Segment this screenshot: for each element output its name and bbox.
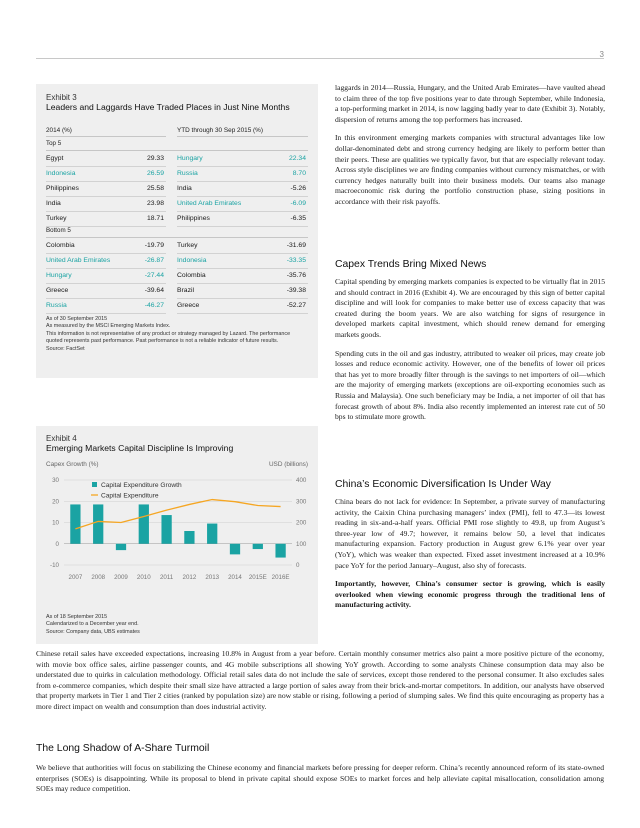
- country-name: Brazil: [177, 287, 194, 294]
- return-value: 26.59: [146, 170, 164, 177]
- table-row: [46, 151, 166, 167]
- country-name: Russia: [46, 302, 67, 309]
- country-name: Hungary: [177, 155, 203, 162]
- calendar-note: Calendarized to a December year end.: [46, 621, 139, 628]
- table-row: [46, 238, 166, 254]
- left-column-header: 2014 (%): [46, 127, 72, 134]
- capex-growth-bar: [253, 544, 263, 549]
- bottom-5-label: Bottom 5: [46, 227, 71, 234]
- table-row: [177, 253, 308, 269]
- return-value: 18.71: [146, 215, 164, 222]
- table-row: [177, 196, 308, 212]
- capex-growth-bar: [184, 531, 194, 544]
- x-tick-label: 2007: [68, 574, 83, 581]
- paragraph: Spending cuts in the oil and gas industry, attributed to weaker oil prices, may create job losses and reduce economic activity. However, one of the benefits of lower oil prices that has yet to more broadly filter through is the savings to net importers of oil—which are the majority of emerging markets (exceptions are oil-exporting economies such as Russia and Malaysia). One such beneficiary may be India, a net importer of oil that has forecast growth of about 8%. India also recently implemented an interest rate cut of 50 bps to stimulate more growth.: [335, 348, 605, 422]
- disclaimer-note: This information is not representative of any product or strategy managed by Lazard. The performance quoted represents past performance. Past performance is not a reliable indicator of future results.: [46, 330, 291, 345]
- paragraph: Chinese retail sales have exceeded expectations, increasing 10.8% in August from a year before. Certain monthly consumer metrics also paint a more positive picture of the economy, with movie box office sales, airline passenger counts, and 4G mobile subscriptions all showing YoY growth. According to some analysts Chinese consumption data may also be understated due to quirks in calculation methodology. Official retail sales data do not include the sale of services, except those rendered to the personal consumer. It also excludes sales from e-commerce companies, which despite their small size have attracted a large portion of sales away from their brick-and-mortar competitors. In addition, our analysts have observed that property markets in Tier 1 and Tier 2 cities (ranked by population size) are now stable or rising, following a period of slumping sales. We find this quite encouraging as property has a more direct impact on wealth and consumption than does industrial activity.: [36, 649, 604, 711]
- capex-growth-bar: [93, 504, 103, 543]
- country-name: Turkey: [177, 242, 198, 249]
- table-row: [177, 268, 308, 284]
- as-of-note: As of 18 September 2015: [46, 614, 108, 620]
- x-tick-label: 2015E: [248, 574, 267, 581]
- source-note: Source: Company data, UBS estimates: [46, 628, 140, 635]
- table-row: [46, 253, 166, 269]
- table-row: [177, 238, 308, 254]
- return-value: -46.27: [144, 302, 164, 309]
- x-tick-label: 2009: [114, 574, 128, 581]
- return-value: 22.34: [288, 155, 306, 162]
- left-tick-label: 0: [55, 540, 59, 548]
- return-value: 23.98: [146, 200, 164, 207]
- page-number: 3: [599, 50, 604, 59]
- return-value: -35.76: [286, 272, 306, 279]
- capex-growth-bar: [230, 544, 240, 555]
- return-value: -39.38: [286, 287, 306, 294]
- return-value: -39.64: [144, 287, 164, 294]
- x-tick-label: 2008: [91, 574, 106, 581]
- legend-label: Capital Expenditure: [101, 492, 159, 500]
- right-column-top: [335, 83, 605, 208]
- header-rule-right: [177, 136, 308, 137]
- full-width-paragraph-2: [36, 763, 604, 795]
- table-row: [177, 283, 308, 299]
- return-value: -6.35: [290, 215, 306, 222]
- exhibit-3-label: Exhibit 3: [46, 93, 77, 102]
- right-column-china: [335, 497, 605, 611]
- country-name: Hungary: [46, 272, 72, 279]
- bold-paragraph: Importantly, however, China’s consumer sector is growing, which is easily overlooked when viewing economic progress through the traditional lens of manufacturing activity.: [335, 579, 605, 610]
- country-name: India: [46, 200, 61, 207]
- legend-label: Capital Expenditure Growth: [101, 482, 182, 489]
- x-tick-label: 2013: [205, 574, 220, 581]
- paragraph: China bears do not lack for evidence: In September, a private survey of manufacturing activity, the Caixin China purchasing managers’ index (PMI), fell to 47.3—its lowest reading in six-and-a-half years. Official PMI rose slightly to 49.8, up from August’s three-year low of 49.7; however, it remains below 50, a level that indicates manufacturing expansion. Factory production in August grew 6.1% year over year (YoY), which was weaker than expected. Fixed asset investment increased at a 10.9% pace YoY for the period January–August, also shy of forecasts.: [335, 497, 605, 570]
- table-row: [46, 283, 166, 299]
- country-name: Philippines: [177, 215, 210, 222]
- table-row: [177, 166, 308, 182]
- return-value: 29.33: [146, 155, 164, 162]
- left-tick-label: 10: [52, 519, 59, 527]
- paragraph: In this environment emerging markets companies with structural advantages like low dollar-denominated debt and strong currency hedging are likely to perform better than their peers. These are qualities we typically favor, but that are especially relevant today. Across style disciplines we are finding companies without currency mismatches, or with currency hedges naturally built into their business models. Our teams also manage macroeconomic risk during the portfolio construction phase, sizing positions in accordance with their risk payoffs.: [335, 133, 605, 206]
- country-name: Indonesia: [46, 170, 76, 177]
- return-value: -5.26: [290, 185, 306, 192]
- full-width-paragraph: [36, 649, 604, 713]
- x-tick-label: 2012: [182, 574, 197, 581]
- right-tick-label: 200: [296, 519, 307, 527]
- right-tick-label: 300: [296, 498, 307, 506]
- capex-growth-bar: [207, 524, 217, 544]
- country-name: Colombia: [46, 242, 75, 249]
- country-name: Greece: [177, 302, 200, 309]
- right-tick-label: 100: [296, 540, 307, 548]
- country-name: Turkey: [46, 215, 67, 222]
- paragraph: We believe that authorities will focus on stabilizing the Chinese economy and financial markets before pressing for deeper reform. China’s recently announced reform of its state-owned enterprises (SOEs) is disappointing. While its proposal to blend in private capital should expose SOEs to market forces and help alleviate capital misallocation, consolidation among SOEs may reduce competition.: [36, 763, 604, 794]
- return-value: -6.09: [290, 200, 306, 207]
- country-name: India: [177, 185, 192, 192]
- measure-note: As measured by the MSCI Emerging Markets Index.: [46, 323, 171, 330]
- country-name: Greece: [46, 287, 69, 294]
- table-row: [177, 151, 308, 167]
- right-tick-label: 400: [296, 477, 307, 484]
- left-tick-label: 20: [52, 498, 59, 506]
- capex-growth-bar: [275, 544, 285, 558]
- country-name: Colombia: [177, 272, 206, 279]
- capex-line: [75, 500, 280, 529]
- country-name: Philippines: [46, 185, 79, 192]
- capex-growth-bar: [139, 504, 149, 543]
- x-tick-label: 2011: [159, 574, 174, 581]
- exhibit-3-title: Leaders and Laggards Have Traded Places in Just Nine Months: [46, 102, 290, 112]
- legend-swatch-bar: [92, 482, 97, 487]
- table-row: [177, 181, 308, 197]
- table-row: [46, 181, 166, 197]
- table-row: [46, 268, 166, 284]
- paragraph: laggards in 2014—Russia, Hungary, and the United Arab Emirates—have vaulted ahead to claim three of the top five positions year to date through September, while Indonesia, a top-performing market in 2014, is now lagging badly year to date (Exhibit 3). Notably, dispersion of returns among the top performers has increased.: [335, 83, 605, 124]
- capex-growth-bar: [70, 504, 80, 543]
- return-value: -27.44: [144, 272, 164, 279]
- table-row: [46, 298, 166, 314]
- table-row: [46, 211, 166, 227]
- country-name: Indonesia: [177, 257, 207, 264]
- exhibit-4-label: Exhibit 4: [46, 434, 77, 443]
- table-row: [177, 298, 308, 314]
- left-axis-label: Capex Growth (%): [46, 461, 99, 468]
- country-name: Egypt: [46, 155, 64, 162]
- country-name: United Arab Emirates: [46, 257, 111, 264]
- return-value: -33.35: [286, 257, 306, 264]
- table-row: [46, 196, 166, 212]
- return-value: -26.87: [144, 257, 164, 264]
- capex-growth-bar: [161, 515, 171, 544]
- return-value: 8.70: [292, 170, 306, 177]
- x-tick-label: 2010: [136, 574, 151, 581]
- right-axis-label: USD (billions): [268, 461, 308, 468]
- x-tick-label: 2016E: [271, 574, 290, 581]
- left-tick-label: -10: [50, 562, 59, 569]
- header-rule: [36, 58, 604, 59]
- capex-growth-bar: [116, 544, 126, 550]
- exhibit-4-panel: [36, 426, 318, 644]
- exhibit-3-panel: [36, 84, 318, 378]
- exhibit-4-title: Emerging Markets Capital Discipline Is Improving: [46, 443, 234, 453]
- exhibit-4-notes: [46, 614, 308, 636]
- return-value: -31.69: [286, 242, 306, 249]
- source-note: Source: FactSet: [46, 345, 85, 352]
- section-heading-capex: Capex Trends Bring Mixed News: [335, 259, 487, 270]
- header-rule-left: [46, 136, 166, 137]
- right-column-capex: [335, 277, 605, 423]
- x-tick-label: 2014: [228, 574, 242, 581]
- right-tick-label: 0: [296, 562, 300, 569]
- table-row: [46, 166, 166, 182]
- right-column-header: YTD through 30 Sep 2015 (%): [177, 127, 263, 134]
- return-value: 25.58: [146, 185, 164, 192]
- as-of-note: As of 30 September 2015: [46, 316, 108, 322]
- return-value: -52.27: [286, 302, 306, 309]
- return-value: -19.79: [144, 242, 164, 249]
- section-heading-ashare: The Long Shadow of A-Share Turmoil: [36, 743, 210, 754]
- exhibit-3-notes: [46, 316, 308, 353]
- paragraph: Capital spending by emerging markets companies is expected to be virtually flat in 2015 and should contract in 2016 (Exhibit 4). We are encouraged by this sign of better capital discipline and will look for companies to make better use of excess capacity that was created during the boom years. We are also watching for signs of resurgence in developed markets capital investment, which should renew demand for emerging markets goods.: [335, 277, 605, 339]
- left-tick-label: 30: [52, 477, 59, 484]
- capex-chart: [36, 426, 318, 644]
- top-5-label: Top 5: [46, 140, 62, 147]
- country-name: United Arab Emirates: [177, 200, 242, 207]
- section-heading-china: China’s Economic Diversification Is Under Way: [335, 479, 551, 490]
- country-name: Russia: [177, 170, 198, 177]
- table-row: [177, 211, 308, 227]
